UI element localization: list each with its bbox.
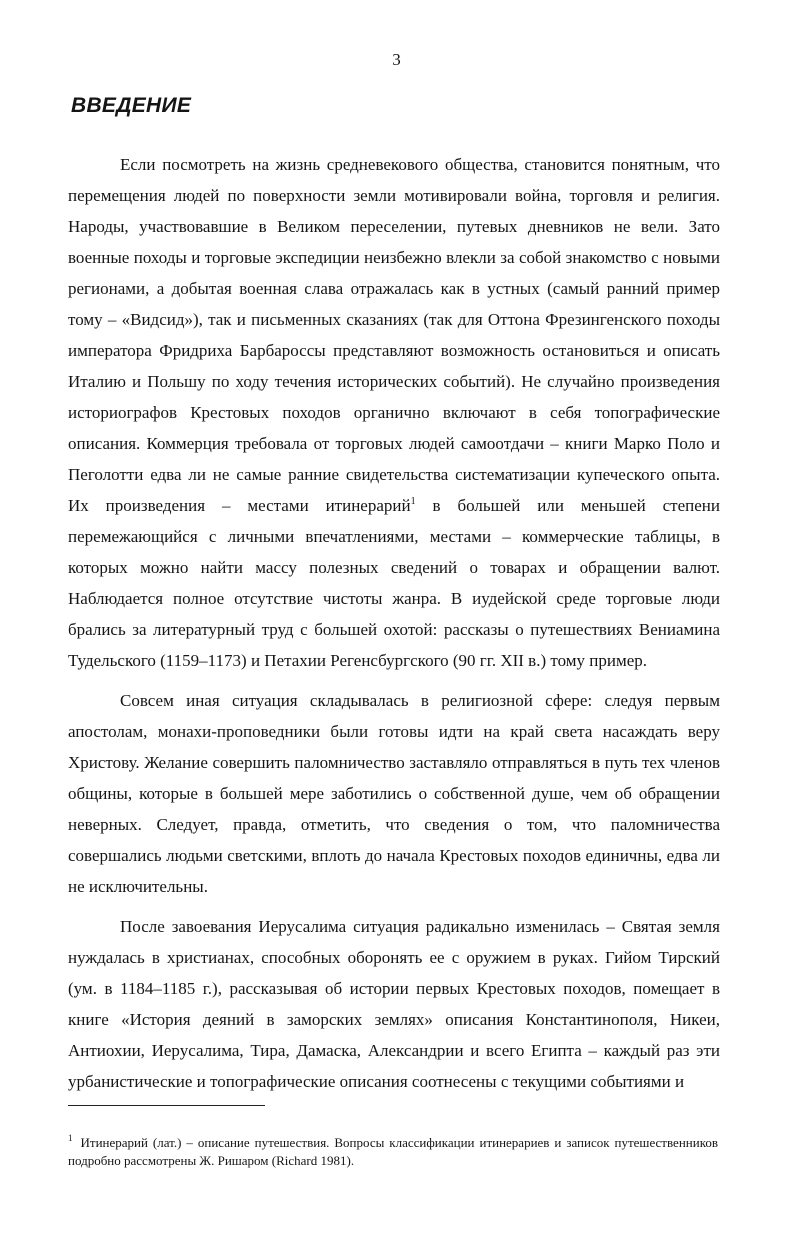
paragraph-2: Совсем иная ситуация складывалась в религиозной сфере: следуя первым апостолам, монахи-проповедники были готовы идти на край света насаждать веру Христову. Желание совершить паломничество заставляло отправляться в путь тех членов общины, которые в большей мере заботились о собственной душе, чем об обращении неверных. Следует, правда, отметить, что сведения о том, что паломничества совершались людьми светскими, вплоть до начала Крестовых походов единичны, едва ли не исключительны. <box>68 691 720 896</box>
paragraph-1 <box>68 149 720 676</box>
footnote <box>68 1134 718 1170</box>
body-text <box>68 149 720 1097</box>
footnote-marker: 1 <box>68 1133 73 1143</box>
footnote-text: Итинерарий (лат.) – описание путешествия. Вопросы классификации итинерариев и записок путешественников подробно рассмотрены Ж. Ришаром (Richard 1981). <box>68 1135 718 1168</box>
footnote-reference: 1 <box>410 496 416 507</box>
paragraph-1-text-b: в большей или меньшей степени перемежающийся с личными впечатлениями, местами – коммерческие таблицы, в которых можно найти массу полезных сведений о товарах и обращении валют. Наблюдается полное отсутствие чистоты жанра. В иудейской среде торговые люди брались за литературный труд с большей охотой: рассказы о путешествиях Вениамина Тудельского (1159–1173) и Петахии Регенсбургского (90 гг. XII в.) тому пример. <box>68 496 720 670</box>
section-heading: ВВЕДЕНИЕ <box>71 94 192 117</box>
paragraph-1-text-a: Если посмотреть на жизнь средневекового общества, становится понятным, что перемещения людей по поверхности земли мотивировали война, торговля и религия. Народы, участвовавшие в Великом переселении, путевых дневников не вели. Зато военные походы и торговые экспедиции неизбежно влекли за собой знакомство с новыми регионами, а добытая военная слава отражалась как в устных (самый ранний пример тому – «Видсид»), так и письменных сказаниях (так для Оттона Фрезингенского походы императора Фридриха Барбароссы представляют возможность остановиться и описать Италию и Польшу по ходу течения исторических событий). Не случайно произведения историографов Крестовых походов органично включают в себя топографические описания. Коммерция требовала от торговых людей самоотдачи – книги Марко Поло и Пеголотти едва ли не самые ранние свидетельства систематизации купеческого опыта. Их произведения – местами итинерарий <box>68 155 720 515</box>
page-number: 3 <box>392 50 401 69</box>
paragraph-3: После завоевания Иерусалима ситуация радикально изменилась – Святая земля нуждалась в христианах, способных оборонять ее с оружием в руках. Гийом Тирский (ум. в 1184–1185 г.), рассказывая об истории первых Крестовых походов, помещает в книге «История деяний в заморских землях» описания Константинополя, Никеи, Антиохии, Иерусалима, Тира, Дамаска, Александрии и всего Египта – каждый раз эти урбанистические и топографические описания соотнесены с текущими событиями и <box>68 917 720 1091</box>
footnote-divider <box>68 1105 265 1106</box>
